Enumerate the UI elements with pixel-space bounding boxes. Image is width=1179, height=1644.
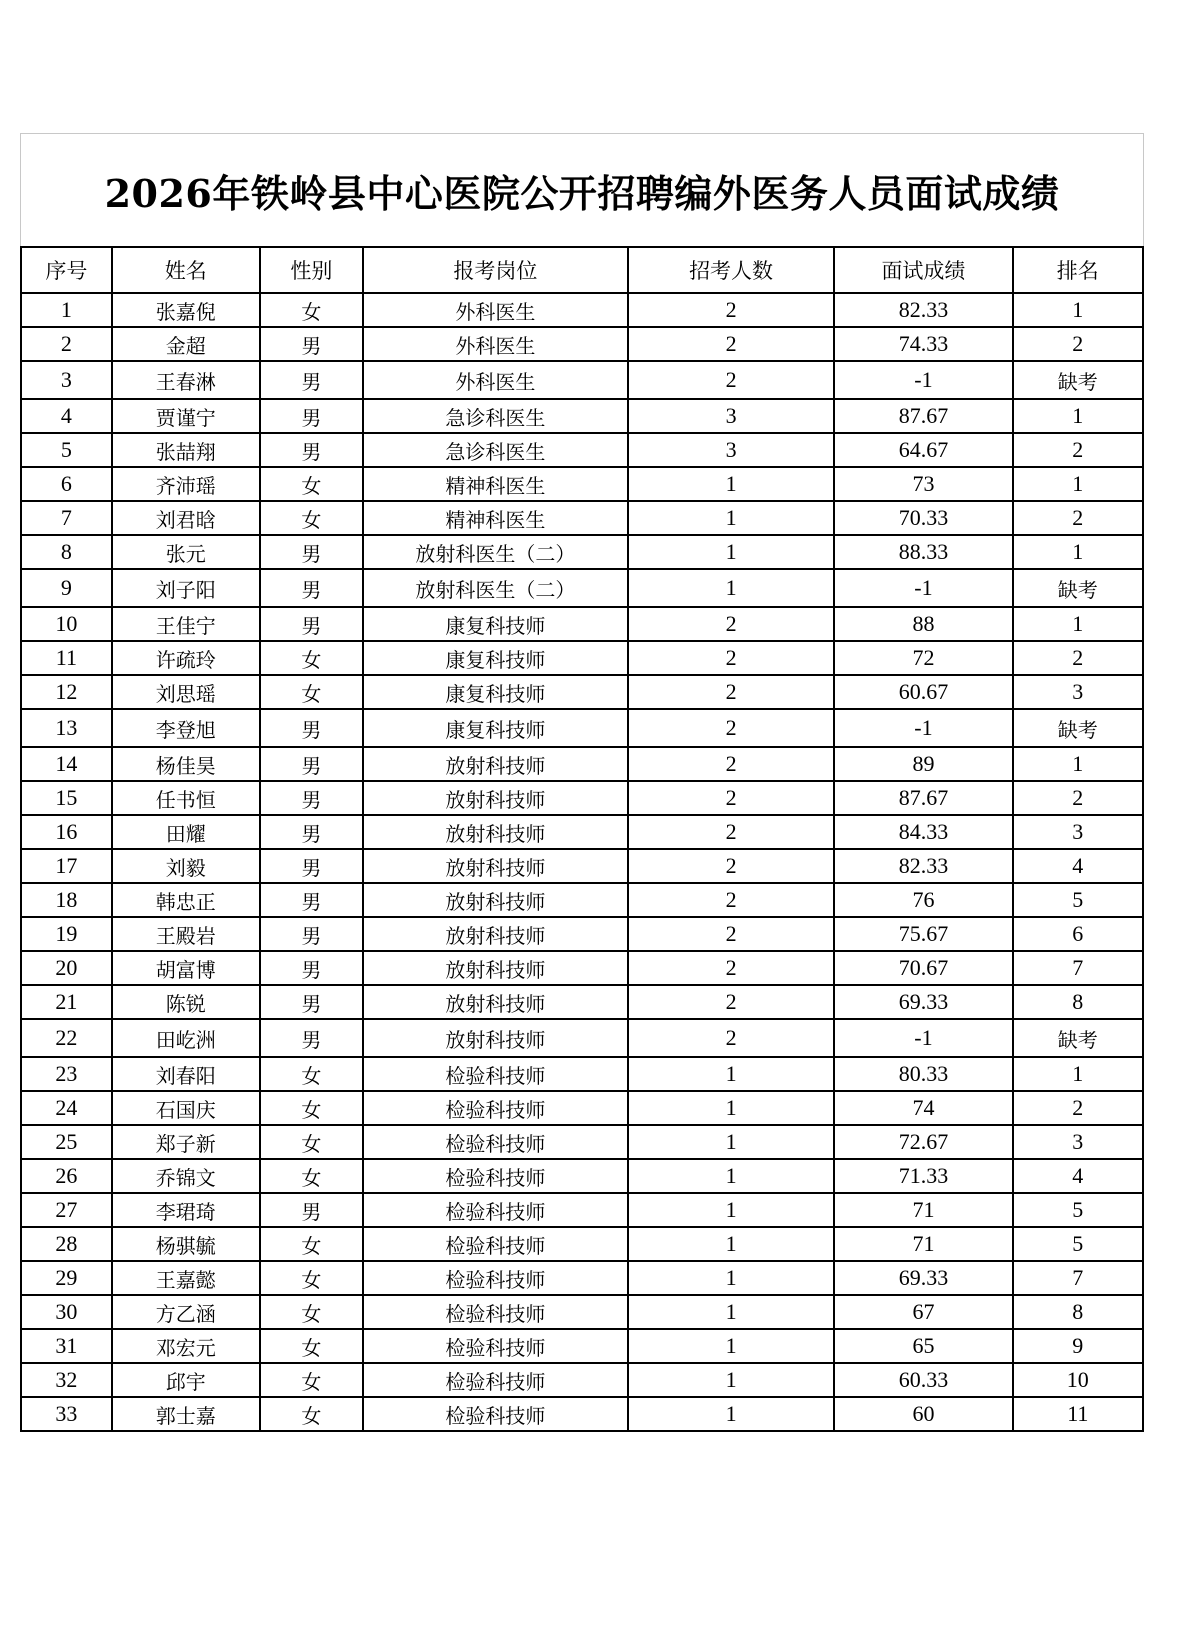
- table-row: [21, 917, 1143, 951]
- cell-name: 李登旭: [112, 709, 260, 747]
- cell-quota: 2: [628, 709, 834, 747]
- cell-index: 6: [21, 467, 112, 501]
- cell-index: 22: [21, 1019, 112, 1057]
- cell-position: 急诊科医生: [363, 433, 628, 467]
- cell-score: -1: [834, 709, 1012, 747]
- cell-index: 26: [21, 1159, 112, 1193]
- table-row: [21, 1019, 1143, 1057]
- cell-name: 田屹洲: [112, 1019, 260, 1057]
- cell-name: 杨佳昊: [112, 747, 260, 781]
- cell-score: 60.33: [834, 1363, 1012, 1397]
- cell-rank: 10: [1013, 1363, 1143, 1397]
- table-row: [21, 1261, 1143, 1295]
- cell-index: 1: [21, 293, 112, 327]
- cell-name: 乔锦文: [112, 1159, 260, 1193]
- cell-name: 邓宏元: [112, 1329, 260, 1363]
- cell-score: 70.67: [834, 951, 1012, 985]
- cell-index: 29: [21, 1261, 112, 1295]
- cell-gender: 女: [260, 1091, 363, 1125]
- cell-gender: 男: [260, 607, 363, 641]
- cell-index: 33: [21, 1397, 112, 1431]
- cell-position: 放射科技师: [363, 985, 628, 1019]
- cell-rank: 1: [1013, 399, 1143, 433]
- cell-gender: 女: [260, 1397, 363, 1431]
- cell-rank: 5: [1013, 1227, 1143, 1261]
- table-row: [21, 569, 1143, 607]
- cell-quota: 1: [628, 535, 834, 569]
- cell-quota: 1: [628, 1261, 834, 1295]
- table-row: [21, 883, 1143, 917]
- table-row: [21, 1125, 1143, 1159]
- cell-quota: 2: [628, 917, 834, 951]
- cell-gender: 男: [260, 985, 363, 1019]
- cell-rank: 缺考: [1013, 569, 1143, 607]
- cell-position: 放射科技师: [363, 747, 628, 781]
- cell-name: 王殿岩: [112, 917, 260, 951]
- cell-quota: 1: [628, 1227, 834, 1261]
- cell-quota: 2: [628, 747, 834, 781]
- cell-name: 张喆翔: [112, 433, 260, 467]
- cell-index: 10: [21, 607, 112, 641]
- table-row: [21, 433, 1143, 467]
- title-box: [20, 133, 1144, 246]
- cell-name: 石国庆: [112, 1091, 260, 1125]
- cell-gender: 男: [260, 951, 363, 985]
- cell-position: 精神科医生: [363, 467, 628, 501]
- table-row: [21, 607, 1143, 641]
- results-table: [20, 246, 1144, 1432]
- cell-rank: 1: [1013, 607, 1143, 641]
- cell-name: 张嘉倪: [112, 293, 260, 327]
- cell-gender: 男: [260, 917, 363, 951]
- cell-gender: 女: [260, 1363, 363, 1397]
- cell-score: 75.67: [834, 917, 1012, 951]
- cell-name: 张元: [112, 535, 260, 569]
- cell-score: 60: [834, 1397, 1012, 1431]
- cell-gender: 女: [260, 1159, 363, 1193]
- cell-index: 30: [21, 1295, 112, 1329]
- cell-quota: 1: [628, 1125, 834, 1159]
- cell-quota: 3: [628, 399, 834, 433]
- cell-gender: 女: [260, 1125, 363, 1159]
- cell-name: 刘思瑶: [112, 675, 260, 709]
- cell-rank: 缺考: [1013, 709, 1143, 747]
- cell-score: 64.67: [834, 433, 1012, 467]
- table-row: [21, 399, 1143, 433]
- cell-quota: 1: [628, 1057, 834, 1091]
- cell-quota: 2: [628, 293, 834, 327]
- cell-rank: 2: [1013, 327, 1143, 361]
- cell-index: 4: [21, 399, 112, 433]
- cell-gender: 男: [260, 433, 363, 467]
- cell-rank: 5: [1013, 1193, 1143, 1227]
- cell-quota: 1: [628, 1397, 834, 1431]
- table-row: [21, 815, 1143, 849]
- column-header-gender: 性别: [260, 247, 363, 293]
- cell-index: 21: [21, 985, 112, 1019]
- cell-index: 12: [21, 675, 112, 709]
- cell-name: 许疏玲: [112, 641, 260, 675]
- cell-quota: 2: [628, 641, 834, 675]
- cell-index: 23: [21, 1057, 112, 1091]
- cell-gender: 女: [260, 641, 363, 675]
- cell-gender: 男: [260, 781, 363, 815]
- cell-rank: 3: [1013, 675, 1143, 709]
- table-row: [21, 535, 1143, 569]
- cell-rank: 缺考: [1013, 361, 1143, 399]
- cell-position: 放射科技师: [363, 951, 628, 985]
- table-row: [21, 951, 1143, 985]
- cell-score: 82.33: [834, 293, 1012, 327]
- column-header-score: 面试成绩: [834, 247, 1012, 293]
- cell-score: -1: [834, 569, 1012, 607]
- table-row: [21, 293, 1143, 327]
- table-row: [21, 501, 1143, 535]
- cell-index: 24: [21, 1091, 112, 1125]
- cell-score: 84.33: [834, 815, 1012, 849]
- cell-gender: 男: [260, 815, 363, 849]
- cell-position: 精神科医生: [363, 501, 628, 535]
- cell-gender: 女: [260, 1295, 363, 1329]
- cell-index: 7: [21, 501, 112, 535]
- table-row: [21, 1329, 1143, 1363]
- cell-gender: 男: [260, 849, 363, 883]
- cell-score: 87.67: [834, 399, 1012, 433]
- cell-index: 15: [21, 781, 112, 815]
- table-row: [21, 747, 1143, 781]
- table-row: [21, 1159, 1143, 1193]
- cell-score: 72.67: [834, 1125, 1012, 1159]
- cell-rank: 7: [1013, 1261, 1143, 1295]
- table-row: [21, 781, 1143, 815]
- cell-score: 69.33: [834, 1261, 1012, 1295]
- cell-score: 76: [834, 883, 1012, 917]
- cell-quota: 2: [628, 607, 834, 641]
- cell-name: 胡富博: [112, 951, 260, 985]
- cell-position: 检验科技师: [363, 1227, 628, 1261]
- cell-gender: 女: [260, 1329, 363, 1363]
- cell-score: 87.67: [834, 781, 1012, 815]
- table-row: [21, 1193, 1143, 1227]
- cell-name: 刘春阳: [112, 1057, 260, 1091]
- cell-position: 外科医生: [363, 361, 628, 399]
- cell-name: 陈锐: [112, 985, 260, 1019]
- cell-quota: 2: [628, 675, 834, 709]
- cell-rank: 2: [1013, 641, 1143, 675]
- cell-rank: 4: [1013, 1159, 1143, 1193]
- cell-gender: 女: [260, 501, 363, 535]
- table-row: [21, 849, 1143, 883]
- cell-quota: 2: [628, 815, 834, 849]
- table-row: [21, 641, 1143, 675]
- cell-name: 齐沛瑶: [112, 467, 260, 501]
- cell-name: 贾谨宁: [112, 399, 260, 433]
- cell-index: 19: [21, 917, 112, 951]
- cell-position: 检验科技师: [363, 1057, 628, 1091]
- cell-rank: 2: [1013, 501, 1143, 535]
- cell-position: 康复科技师: [363, 675, 628, 709]
- cell-score: 89: [834, 747, 1012, 781]
- cell-score: 74.33: [834, 327, 1012, 361]
- cell-position: 检验科技师: [363, 1329, 628, 1363]
- cell-index: 16: [21, 815, 112, 849]
- cell-gender: 女: [260, 1227, 363, 1261]
- cell-rank: 1: [1013, 747, 1143, 781]
- cell-score: 71: [834, 1193, 1012, 1227]
- cell-index: 27: [21, 1193, 112, 1227]
- table-body: [21, 293, 1143, 1431]
- cell-score: -1: [834, 1019, 1012, 1057]
- table-row: [21, 1363, 1143, 1397]
- cell-score: 71: [834, 1227, 1012, 1261]
- cell-name: 郭士嘉: [112, 1397, 260, 1431]
- cell-index: 20: [21, 951, 112, 985]
- cell-score: 88.33: [834, 535, 1012, 569]
- cell-name: 金超: [112, 327, 260, 361]
- cell-position: 检验科技师: [363, 1397, 628, 1431]
- table-row: [21, 1397, 1143, 1431]
- cell-rank: 1: [1013, 1057, 1143, 1091]
- cell-rank: 9: [1013, 1329, 1143, 1363]
- cell-position: 检验科技师: [363, 1193, 628, 1227]
- cell-rank: 5: [1013, 883, 1143, 917]
- cell-quota: 2: [628, 1019, 834, 1057]
- cell-quota: 1: [628, 1329, 834, 1363]
- cell-position: 检验科技师: [363, 1125, 628, 1159]
- cell-quota: 2: [628, 951, 834, 985]
- cell-name: 王嘉懿: [112, 1261, 260, 1295]
- cell-index: 17: [21, 849, 112, 883]
- cell-gender: 男: [260, 361, 363, 399]
- cell-score: 74: [834, 1091, 1012, 1125]
- cell-name: 田耀: [112, 815, 260, 849]
- cell-position: 放射科技师: [363, 917, 628, 951]
- cell-quota: 1: [628, 1363, 834, 1397]
- cell-index: 28: [21, 1227, 112, 1261]
- cell-score: 71.33: [834, 1159, 1012, 1193]
- cell-quota: 1: [628, 501, 834, 535]
- table-row: [21, 709, 1143, 747]
- cell-score: 60.67: [834, 675, 1012, 709]
- cell-name: 刘君晗: [112, 501, 260, 535]
- cell-score: 65: [834, 1329, 1012, 1363]
- cell-rank: 11: [1013, 1397, 1143, 1431]
- cell-score: 72: [834, 641, 1012, 675]
- cell-score: -1: [834, 361, 1012, 399]
- column-header-name: 姓名: [112, 247, 260, 293]
- cell-name: 刘子阳: [112, 569, 260, 607]
- cell-index: 13: [21, 709, 112, 747]
- cell-position: 外科医生: [363, 293, 628, 327]
- cell-score: 80.33: [834, 1057, 1012, 1091]
- table-row: [21, 1091, 1143, 1125]
- cell-rank: 8: [1013, 1295, 1143, 1329]
- cell-rank: 3: [1013, 1125, 1143, 1159]
- cell-rank: 3: [1013, 815, 1143, 849]
- cell-position: 放射科技师: [363, 781, 628, 815]
- cell-name: 韩忠正: [112, 883, 260, 917]
- cell-quota: 1: [628, 1159, 834, 1193]
- table-row: [21, 327, 1143, 361]
- cell-position: 检验科技师: [363, 1159, 628, 1193]
- table-row: [21, 1295, 1143, 1329]
- cell-rank: 2: [1013, 1091, 1143, 1125]
- cell-name: 王春淋: [112, 361, 260, 399]
- cell-gender: 男: [260, 327, 363, 361]
- cell-rank: 7: [1013, 951, 1143, 985]
- cell-index: 18: [21, 883, 112, 917]
- cell-quota: 2: [628, 327, 834, 361]
- cell-quota: 1: [628, 569, 834, 607]
- cell-quota: 2: [628, 849, 834, 883]
- cell-rank: 2: [1013, 433, 1143, 467]
- cell-position: 外科医生: [363, 327, 628, 361]
- cell-gender: 男: [260, 747, 363, 781]
- cell-name: 王佳宁: [112, 607, 260, 641]
- cell-rank: 1: [1013, 293, 1143, 327]
- cell-rank: 6: [1013, 917, 1143, 951]
- cell-gender: 男: [260, 1019, 363, 1057]
- cell-position: 康复科技师: [363, 709, 628, 747]
- cell-name: 郑子新: [112, 1125, 260, 1159]
- cell-quota: 1: [628, 1295, 834, 1329]
- cell-position: 康复科技师: [363, 641, 628, 675]
- cell-position: 检验科技师: [363, 1261, 628, 1295]
- cell-quota: 2: [628, 985, 834, 1019]
- cell-position: 放射科技师: [363, 849, 628, 883]
- cell-rank: 缺考: [1013, 1019, 1143, 1057]
- cell-name: 方乙涵: [112, 1295, 260, 1329]
- cell-index: 32: [21, 1363, 112, 1397]
- table-row: [21, 675, 1143, 709]
- cell-name: 刘毅: [112, 849, 260, 883]
- table-row: [21, 467, 1143, 501]
- cell-index: 9: [21, 569, 112, 607]
- cell-quota: 3: [628, 433, 834, 467]
- cell-score: 70.33: [834, 501, 1012, 535]
- cell-gender: 男: [260, 709, 363, 747]
- cell-index: 3: [21, 361, 112, 399]
- cell-score: 88: [834, 607, 1012, 641]
- cell-index: 2: [21, 327, 112, 361]
- page-title: 2026年铁岭县中心医院公开招聘编外医务人员面试成绩: [104, 170, 1060, 216]
- cell-rank: 1: [1013, 535, 1143, 569]
- results-sheet: [20, 133, 1144, 1432]
- cell-name: 邱宇: [112, 1363, 260, 1397]
- column-header-position: 报考岗位: [363, 247, 628, 293]
- cell-index: 11: [21, 641, 112, 675]
- cell-gender: 女: [260, 467, 363, 501]
- cell-rank: 8: [1013, 985, 1143, 1019]
- cell-score: 67: [834, 1295, 1012, 1329]
- cell-quota: 1: [628, 1091, 834, 1125]
- column-header-index: 序号: [21, 247, 112, 293]
- cell-index: 14: [21, 747, 112, 781]
- cell-position: 检验科技师: [363, 1295, 628, 1329]
- cell-gender: 女: [260, 293, 363, 327]
- cell-score: 73: [834, 467, 1012, 501]
- cell-rank: 1: [1013, 467, 1143, 501]
- cell-position: 放射科技师: [363, 1019, 628, 1057]
- header-row: [21, 247, 1143, 293]
- cell-quota: 2: [628, 781, 834, 815]
- column-header-rank: 排名: [1013, 247, 1143, 293]
- cell-gender: 男: [260, 569, 363, 607]
- cell-index: 25: [21, 1125, 112, 1159]
- cell-name: 任书恒: [112, 781, 260, 815]
- cell-gender: 女: [260, 1261, 363, 1295]
- cell-gender: 女: [260, 1057, 363, 1091]
- cell-position: 放射科医生（二）: [363, 569, 628, 607]
- cell-position: 康复科技师: [363, 607, 628, 641]
- cell-rank: 2: [1013, 781, 1143, 815]
- cell-gender: 男: [260, 399, 363, 433]
- table-row: [21, 1227, 1143, 1261]
- cell-score: 82.33: [834, 849, 1012, 883]
- table-row: [21, 985, 1143, 1019]
- cell-index: 31: [21, 1329, 112, 1363]
- table-row: [21, 1057, 1143, 1091]
- cell-position: 放射科技师: [363, 883, 628, 917]
- column-header-quota: 招考人数: [628, 247, 834, 293]
- cell-quota: 2: [628, 361, 834, 399]
- cell-quota: 2: [628, 883, 834, 917]
- cell-position: 检验科技师: [363, 1363, 628, 1397]
- cell-index: 5: [21, 433, 112, 467]
- cell-index: 8: [21, 535, 112, 569]
- cell-score: 69.33: [834, 985, 1012, 1019]
- cell-gender: 女: [260, 675, 363, 709]
- cell-quota: 1: [628, 467, 834, 501]
- table-row: [21, 361, 1143, 399]
- cell-position: 放射科医生（二）: [363, 535, 628, 569]
- cell-gender: 男: [260, 883, 363, 917]
- cell-position: 放射科技师: [363, 815, 628, 849]
- cell-gender: 男: [260, 535, 363, 569]
- cell-name: 李珺琦: [112, 1193, 260, 1227]
- cell-position: 检验科技师: [363, 1091, 628, 1125]
- cell-position: 急诊科医生: [363, 399, 628, 433]
- cell-rank: 4: [1013, 849, 1143, 883]
- cell-name: 杨骐毓: [112, 1227, 260, 1261]
- cell-gender: 男: [260, 1193, 363, 1227]
- cell-quota: 1: [628, 1193, 834, 1227]
